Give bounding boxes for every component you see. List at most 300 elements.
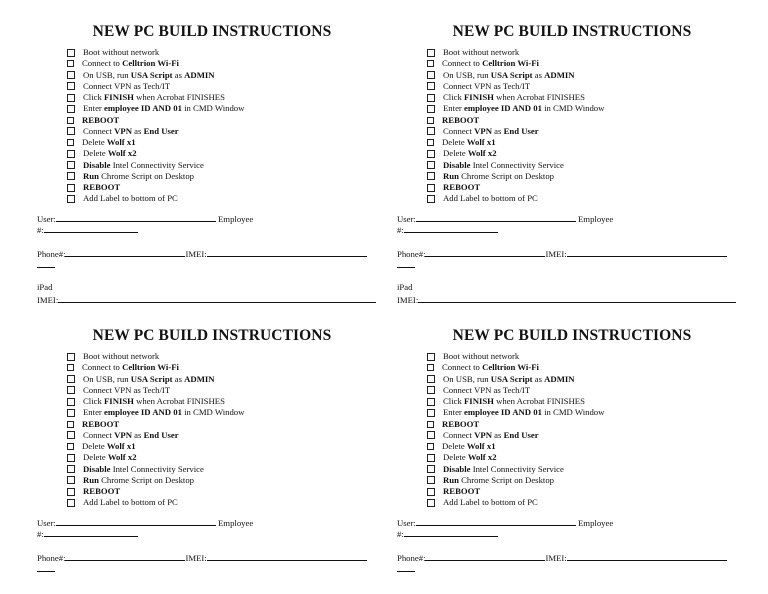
item-text-segment: Wolf x2 [107, 452, 137, 463]
item-text-segment: as [532, 69, 545, 80]
checklist-item [67, 385, 387, 396]
instruction-card [37, 22, 387, 304]
checkbox[interactable] [67, 431, 75, 439]
item-text-segment: ADMIN [184, 373, 215, 384]
item-text-segment: Wolf x1 [106, 441, 136, 451]
instruction-card [397, 326, 747, 573]
checkbox[interactable] [67, 375, 75, 383]
checklist-item [67, 47, 387, 58]
checkbox[interactable] [67, 409, 75, 417]
imei-label: IMEI: [185, 248, 207, 259]
checklist-item [427, 171, 747, 182]
checkbox[interactable] [67, 353, 75, 361]
checklist-item [427, 70, 747, 81]
checkbox[interactable] [427, 398, 435, 406]
employee-number-field[interactable] [404, 223, 498, 233]
checklist-item [67, 441, 387, 452]
checkbox[interactable] [427, 94, 435, 102]
imei-field[interactable] [567, 551, 727, 561]
checkbox[interactable] [427, 465, 435, 473]
item-text-segment: employee ID AND 01 [464, 103, 542, 114]
item-text-segment: Add Label to bottom of PC [83, 497, 178, 508]
checklist-item-text [83, 182, 120, 193]
item-text-segment: VPN [114, 429, 132, 440]
item-text-segment: REBOOT [82, 418, 120, 429]
checklist-item [427, 103, 747, 114]
checklist-item [427, 374, 747, 385]
user-field[interactable] [56, 516, 216, 526]
checklist-item [427, 160, 747, 171]
item-text-segment: Intel Connectivity Service [470, 159, 564, 170]
imei-field-continuation[interactable] [37, 562, 55, 572]
employee-number-field[interactable] [404, 527, 498, 537]
card-title: NEW PC BUILD INSTRUCTIONS [92, 327, 332, 344]
item-text-segment: Chrome Script on Desktop [458, 170, 555, 181]
ipad-label: iPad [397, 281, 413, 292]
ipad-imei-label: IMEI: [37, 294, 59, 305]
item-text-segment: VPN [114, 125, 132, 136]
checkbox[interactable] [67, 172, 75, 180]
checklist-item-text [83, 464, 204, 475]
checkbox[interactable] [67, 443, 74, 450]
item-text-segment: in CMD Window [181, 103, 245, 114]
checklist-item-text [443, 430, 539, 441]
ipad-label: iPad [37, 281, 53, 292]
checklist-item-text [83, 70, 215, 81]
item-text-segment: Connect VPN as Tech/IT [443, 80, 531, 91]
checklist-item [427, 148, 747, 159]
checkbox[interactable] [67, 117, 74, 124]
item-text-segment: Add Label to bottom of PC [443, 497, 538, 508]
checklist-item-text [83, 193, 178, 204]
item-text-segment: REBOOT [443, 182, 481, 192]
checklist-item-text [82, 115, 119, 126]
fill-in-fields [37, 516, 387, 573]
item-text-segment: Wolf x1 [466, 441, 496, 451]
item-text-segment: Click [83, 396, 104, 406]
checklist-item-text [442, 362, 539, 373]
checkbox[interactable] [427, 150, 435, 158]
fill-in-fields [397, 516, 747, 573]
employee-number-label: #: [397, 528, 404, 539]
imei-field[interactable] [207, 247, 367, 257]
item-text-segment: Celltrion Wi-Fi [122, 362, 179, 373]
item-text-segment: FINISH [464, 396, 494, 406]
checklist-item-text [83, 81, 170, 92]
checklist-item [67, 351, 387, 362]
item-text-segment: Delete [82, 137, 107, 147]
checkbox[interactable] [67, 195, 75, 203]
item-text-segment: Run [83, 170, 99, 181]
item-text-segment: as [131, 429, 144, 440]
item-text-segment: Intel Connectivity Service [110, 463, 204, 474]
checklist-item-text [443, 193, 538, 204]
checklist-item [427, 419, 747, 430]
item-text-segment: USA Script [490, 69, 533, 80]
item-text-segment: Celltrion Wi-Fi [122, 58, 179, 69]
employee-number-label: #: [37, 528, 44, 539]
checklist-item [67, 362, 387, 373]
item-text-segment: when Acrobat FINISHES [493, 396, 585, 406]
item-text-segment: Run [83, 474, 99, 485]
checkbox[interactable] [67, 71, 75, 79]
checkbox[interactable] [427, 71, 435, 79]
user-field[interactable] [56, 212, 216, 222]
checklist [397, 351, 747, 509]
item-text-segment: FINISH [464, 92, 494, 102]
imei-field-continuation[interactable] [37, 258, 55, 268]
item-text-segment: Delete [443, 148, 468, 159]
checkbox[interactable] [427, 431, 435, 439]
checkbox[interactable] [427, 82, 435, 90]
checkbox[interactable] [427, 476, 435, 484]
item-text-segment: Boot without network [443, 351, 520, 361]
checklist-item-text [82, 441, 136, 452]
checkbox[interactable] [427, 443, 434, 450]
checkbox[interactable] [67, 127, 75, 135]
item-text-segment: Connect [83, 429, 115, 440]
checklist-item [67, 126, 387, 137]
checklist-item-text [442, 58, 539, 69]
checklist-item [427, 137, 747, 148]
checklist-item-text [83, 171, 194, 182]
phone-field[interactable] [425, 247, 545, 257]
item-text-segment: Connect [443, 429, 475, 440]
checkbox[interactable] [67, 60, 74, 67]
phone-label: Phone#: [397, 248, 426, 259]
user-label: User: [397, 213, 416, 224]
item-text-segment: Add Label to bottom of PC [443, 193, 538, 204]
item-text-segment: ADMIN [544, 373, 575, 384]
checklist-item-text [443, 351, 519, 362]
item-text-segment: Connect to [442, 362, 483, 373]
checklist-item-text [443, 126, 539, 137]
checklist-item-text [443, 374, 575, 385]
checklist-item [427, 475, 747, 486]
phone-field[interactable] [425, 551, 545, 561]
imei-label: IMEI: [545, 552, 567, 563]
checklist-item-text [83, 407, 244, 418]
item-text-segment: Celltrion Wi-Fi [482, 362, 539, 373]
checkbox[interactable] [427, 127, 435, 135]
checklist-item [67, 171, 387, 182]
employee-number-field[interactable] [44, 223, 138, 233]
item-text-segment: End User [503, 429, 539, 440]
checklist-item-text [442, 441, 496, 452]
employee-number-label: #: [397, 224, 404, 235]
item-text-segment: REBOOT [83, 182, 121, 192]
item-text-segment: Wolf x1 [466, 137, 496, 147]
checklist-item-text [83, 497, 178, 508]
item-text-segment: ADMIN [544, 69, 575, 80]
checkbox[interactable] [67, 499, 75, 507]
item-text-segment: End User [143, 125, 179, 136]
card-title: NEW PC BUILD INSTRUCTIONS [92, 23, 332, 40]
card-title: NEW PC BUILD INSTRUCTIONS [452, 327, 692, 344]
item-text-segment: when Acrobat FINISHES [493, 92, 585, 102]
checklist-item [67, 137, 387, 148]
checklist-item-text [442, 137, 496, 148]
checkbox[interactable] [67, 161, 75, 169]
item-text-segment: Wolf x2 [467, 148, 497, 159]
checklist-item-text [443, 497, 538, 508]
checklist-item [67, 148, 387, 159]
checklist-item [427, 407, 747, 418]
checklist-item [67, 430, 387, 441]
checklist-item-text [443, 182, 480, 193]
checklist-item-text [443, 475, 554, 486]
checklist-item [427, 486, 747, 497]
phone-label: Phone#: [37, 552, 66, 563]
item-text-segment: Intel Connectivity Service [470, 463, 564, 474]
item-text-segment: Add Label to bottom of PC [83, 193, 178, 204]
checklist-item [427, 430, 747, 441]
checkbox[interactable] [427, 172, 435, 180]
checklist-item-text [443, 407, 604, 418]
phone-field[interactable] [65, 247, 185, 257]
checklist-item-text [443, 464, 564, 475]
item-text-segment: Disable [443, 463, 471, 474]
checkbox[interactable] [427, 454, 435, 462]
item-text-segment: Enter [443, 407, 464, 418]
imei-field[interactable] [567, 247, 727, 257]
checklist-item [67, 396, 387, 407]
checklist [397, 47, 747, 205]
item-text-segment: Connect VPN as Tech/IT [443, 384, 531, 395]
checkbox[interactable] [67, 364, 74, 371]
item-text-segment: employee ID AND 01 [104, 103, 182, 114]
item-text-segment: Boot without network [443, 47, 520, 57]
checklist-item-text [443, 47, 519, 58]
ipad-imei-field[interactable] [58, 293, 376, 303]
instruction-card [397, 22, 747, 304]
checklist-item-text [443, 148, 497, 159]
item-text-segment: Wolf x1 [106, 137, 136, 147]
phone-field[interactable] [65, 551, 185, 561]
checkbox[interactable] [67, 465, 75, 473]
item-text-segment: Enter [83, 103, 104, 114]
item-text-segment: USA Script [130, 69, 173, 80]
item-text-segment: Chrome Script on Desktop [98, 170, 195, 181]
checklist-item [67, 497, 387, 508]
item-text-segment: Intel Connectivity Service [110, 159, 204, 170]
imei-label: IMEI: [545, 248, 567, 259]
checkbox[interactable] [427, 105, 435, 113]
item-text-segment: USA Script [130, 373, 173, 384]
item-text-segment: Connect to [82, 58, 123, 69]
checkbox[interactable] [67, 454, 75, 462]
item-text-segment: ADMIN [184, 69, 215, 80]
item-text-segment: Disable [83, 159, 111, 170]
item-text-segment: Disable [443, 159, 471, 170]
checklist-item [67, 103, 387, 114]
fill-in-fields [397, 212, 747, 304]
checklist-item [427, 81, 747, 92]
checklist-item-text [83, 103, 244, 114]
checklist-item-text [82, 362, 179, 373]
checklist-item [427, 126, 747, 137]
item-text-segment: Wolf x2 [467, 452, 497, 463]
checkbox[interactable] [427, 353, 435, 361]
item-text-segment: On USB, run [443, 69, 491, 80]
item-text-segment: Run [443, 474, 459, 485]
item-text-segment: Connect [83, 125, 115, 136]
fill-in-fields [37, 212, 387, 304]
item-text-segment: On USB, run [83, 373, 131, 384]
checkbox[interactable] [427, 195, 435, 203]
checkbox[interactable] [427, 139, 434, 146]
item-text-segment: Enter [443, 103, 464, 114]
checklist-item [427, 497, 747, 508]
checklist-item [67, 475, 387, 486]
checkbox[interactable] [427, 184, 435, 192]
checkbox[interactable] [67, 139, 74, 146]
checkbox[interactable] [67, 476, 75, 484]
item-text-segment: Delete [83, 452, 108, 463]
item-text-segment: REBOOT [443, 486, 481, 496]
item-text-segment: Disable [83, 463, 111, 474]
checklist-item [427, 362, 747, 373]
item-text-segment: as [491, 125, 504, 136]
checkbox[interactable] [427, 488, 435, 496]
checklist-item-text [443, 396, 585, 407]
checklist-item-text [443, 160, 564, 171]
checklist-item-text [83, 160, 204, 171]
imei-field[interactable] [207, 551, 367, 561]
item-text-segment: Celltrion Wi-Fi [482, 58, 539, 69]
imei-field-continuation[interactable] [397, 562, 415, 572]
checklist-item [67, 160, 387, 171]
ipad-imei-label: IMEI: [397, 294, 419, 305]
checklist-item [67, 419, 387, 430]
item-text-segment: Connect to [82, 362, 123, 373]
checklist-item-text [443, 486, 480, 497]
employee-label: Employee [578, 517, 614, 528]
item-text-segment: Click [443, 92, 464, 102]
item-text-segment: End User [503, 125, 539, 136]
item-text-segment: USA Script [490, 373, 533, 384]
checklist-item [427, 452, 747, 463]
checkbox[interactable] [427, 117, 434, 124]
ipad-imei-field[interactable] [418, 293, 736, 303]
item-text-segment: when Acrobat FINISHES [133, 92, 225, 102]
checklist-item [427, 115, 747, 126]
item-text-segment: as [172, 69, 185, 80]
checkbox[interactable] [67, 398, 75, 406]
checklist-item [427, 464, 747, 475]
checklist-item [427, 396, 747, 407]
checkbox[interactable] [427, 421, 434, 428]
item-text-segment: FINISH [104, 396, 134, 406]
user-field[interactable] [416, 212, 576, 222]
item-text-segment: in CMD Window [181, 407, 245, 418]
item-text-segment: End User [143, 429, 179, 440]
item-text-segment: Delete [442, 441, 467, 451]
checkbox[interactable] [427, 60, 434, 67]
item-text-segment: as [532, 373, 545, 384]
checklist-item [67, 407, 387, 418]
item-text-segment: Wolf x2 [107, 148, 137, 159]
item-text-segment: Connect VPN as Tech/IT [83, 80, 171, 91]
checklist-item [67, 81, 387, 92]
instruction-card [37, 326, 387, 573]
checklist-item-text [83, 126, 179, 137]
item-text-segment: VPN [474, 429, 492, 440]
checkbox[interactable] [427, 364, 434, 371]
checklist-item-text [443, 385, 530, 396]
imei-field-continuation[interactable] [397, 258, 415, 268]
checklist-item-text [82, 419, 119, 430]
user-field[interactable] [416, 516, 576, 526]
item-text-segment: as [131, 125, 144, 136]
checkbox[interactable] [427, 375, 435, 383]
checklist-item-text [83, 374, 215, 385]
checkbox[interactable] [67, 82, 75, 90]
checklist-item [67, 92, 387, 103]
checkbox[interactable] [67, 49, 75, 57]
user-label: User: [37, 517, 56, 528]
item-text-segment: FINISH [104, 92, 134, 102]
item-text-segment: Delete [443, 452, 468, 463]
checklist-item [67, 464, 387, 475]
item-text-segment: Click [443, 396, 464, 406]
checklist-item-text [82, 137, 136, 148]
checkbox[interactable] [67, 105, 75, 113]
checklist-item [67, 452, 387, 463]
checkbox[interactable] [427, 386, 435, 394]
checklist-item [67, 115, 387, 126]
checklist-item-text [442, 115, 479, 126]
item-text-segment: Delete [82, 441, 107, 451]
checklist-item [67, 58, 387, 69]
checkbox[interactable] [427, 499, 435, 507]
checkbox[interactable] [67, 421, 74, 428]
checklist-item-text [83, 385, 170, 396]
employee-number-label: #: [37, 224, 44, 235]
checklist-item [67, 486, 387, 497]
checklist-item-text [443, 70, 575, 81]
imei-label: IMEI: [185, 552, 207, 563]
checkbox[interactable] [427, 409, 435, 417]
checkbox[interactable] [427, 161, 435, 169]
item-text-segment: Run [443, 170, 459, 181]
checklist-item [427, 182, 747, 193]
phone-label: Phone#: [397, 552, 426, 563]
item-text-segment: as [172, 373, 185, 384]
item-text-segment: Delete [442, 137, 467, 147]
checklist-item-text [83, 430, 179, 441]
item-text-segment: in CMD Window [541, 103, 605, 114]
checkbox[interactable] [67, 386, 75, 394]
item-text-segment: Enter [83, 407, 104, 418]
item-text-segment: VPN [474, 125, 492, 136]
checklist-item [427, 385, 747, 396]
checkbox[interactable] [67, 150, 75, 158]
checkbox[interactable] [67, 488, 75, 496]
checklist-item-text [83, 486, 120, 497]
checklist-item [67, 182, 387, 193]
phone-label: Phone#: [37, 248, 66, 259]
checkbox[interactable] [67, 184, 75, 192]
item-text-segment: employee ID AND 01 [464, 407, 542, 418]
checkbox[interactable] [67, 94, 75, 102]
item-text-segment: Connect to [442, 58, 483, 69]
checkbox[interactable] [427, 49, 435, 57]
employee-number-field[interactable] [44, 527, 138, 537]
item-text-segment: REBOOT [82, 114, 120, 125]
checklist-item [427, 193, 747, 204]
employee-label: Employee [578, 213, 614, 224]
